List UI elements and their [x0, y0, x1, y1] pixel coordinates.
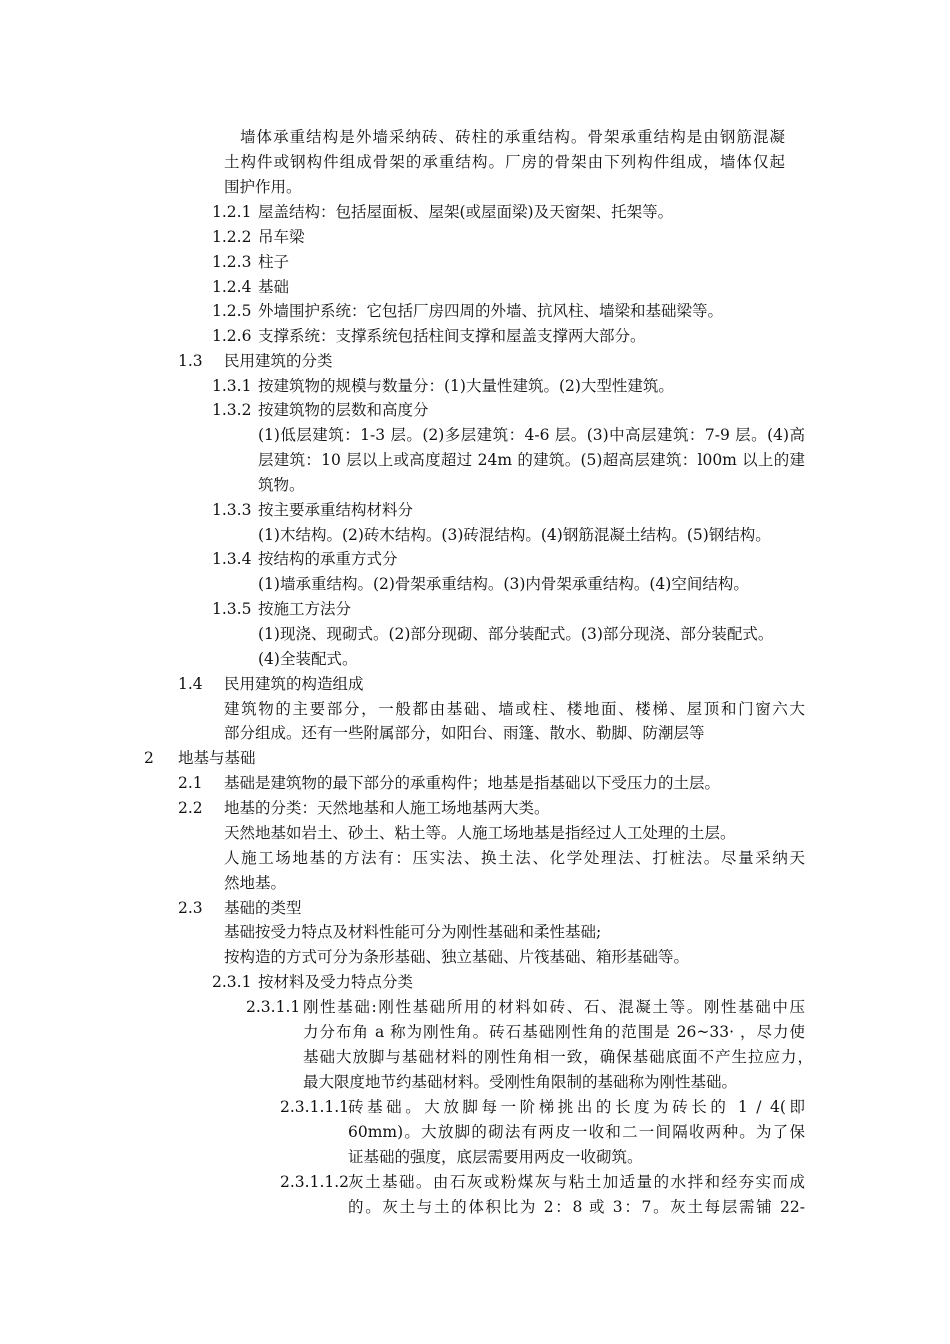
heading-text: 基础的类型 — [224, 899, 302, 917]
paragraph-line: 围护作用。 — [224, 178, 302, 196]
paragraph-line: (1)墙承重结构。(2)骨架承重结构。(3)内骨架承重结构。(4)空间结构。 — [258, 575, 749, 593]
heading-number: 1.2.2 — [212, 228, 252, 246]
heading-text: 按建筑物的层数和高度分 — [258, 401, 429, 419]
paragraph-line: 层建筑：10 层以上或高度超过 24m 的建筑。(5)超高层建筑：l00m 以上的建 — [258, 451, 805, 469]
paragraph-line: 力分布角 a 称为刚性角。砖石基础刚性角的范围是 26~33· ，尽力使 — [303, 1023, 805, 1041]
paragraph-line: 建筑物的主要部分，一般都由基础、墙或柱、楼地面、楼梯、屋顶和门窗六大 — [224, 700, 805, 718]
paragraph-line: 的。灰土与土的体积比为 2：8 或 3：7。灰土每层需铺 22- — [348, 1198, 805, 1216]
heading-number: 2.2 — [178, 799, 203, 817]
heading-text: 柱子 — [258, 253, 290, 271]
paragraph-line: 墙体承重结构是外墙采纳砖、砖柱的承重结构。骨架承重结构是由钢筋混凝 — [240, 128, 785, 146]
paragraph-line: 然地基。 — [224, 874, 287, 892]
heading-text: 按主要承重结构材料分 — [258, 501, 414, 519]
paragraph-line: 灰土基础。由石灰或粉煤灰与粘土加适量的水拌和经夯实而成 — [348, 1173, 805, 1191]
paragraph-line: 砖基础。大放脚每一阶梯挑出的长度为砖长的 1 / 4(即 — [348, 1098, 805, 1116]
heading-text: 屋盖结构：包括屋面板、屋架(或屋面梁)及天窗架、托架等。 — [258, 203, 674, 221]
heading-number: 2.3.1.1.2 — [280, 1173, 350, 1191]
paragraph-line: 证基础的强度，底层需要用两皮一收砌筑。 — [348, 1148, 643, 1166]
heading-number: 2 — [144, 749, 154, 767]
paragraph-line: 筑物。 — [258, 476, 305, 494]
paragraph-line: 基础按受力特点及材料性能可分为刚性基础和柔性基础; — [224, 923, 602, 941]
paragraph-line: (1)低层建筑：1-3 层。(2)多层建筑：4-6 层。(3)中高层建筑：7-9 层。(4)高 — [258, 426, 805, 444]
heading-number: 1.3 — [178, 352, 203, 370]
heading-text: 按材料及受力特点分类 — [258, 973, 414, 991]
paragraph-line: 部分组成。还有一些附属部分，如阳台、雨篷、散水、勒脚、防潮层等 — [224, 724, 705, 742]
paragraph-line: 土构件或钢构件组成骨架的承重结构。厂房的骨架由下列构件组成，墙体仅起 — [224, 153, 785, 171]
heading-text: 地基与基础 — [178, 749, 256, 767]
heading-number: 1.2.1 — [212, 203, 252, 221]
heading-number: 2.3.1 — [212, 973, 252, 991]
heading-number: 2.3 — [178, 899, 203, 917]
heading-number: 1.4 — [178, 675, 203, 693]
heading-number: 1.2.6 — [212, 327, 252, 345]
heading-number: 1.3.3 — [212, 501, 252, 519]
paragraph-line: 按构造的方式可分为条形基础、独立基础、片筏基础、箱形基础等。 — [224, 948, 690, 966]
heading-number: 1.2.5 — [212, 302, 252, 320]
heading-text: 外墙围护系统：它包括厂房四周的外墙、抗风柱、墙梁和基础梁等。 — [258, 302, 724, 320]
heading-text: 民用建筑的分类 — [224, 352, 333, 370]
heading-text: 支撑系统：支撑系统包括柱间支撑和屋盖支撑两大部分。 — [258, 327, 646, 345]
heading-number: 1.3.4 — [212, 550, 252, 568]
heading-text: 按结构的承重方式分 — [258, 550, 398, 568]
heading-text: 基础是建筑物的最下部分的承重构件；地基是指基础以下受压力的土层。 — [224, 774, 721, 792]
paragraph-line: 天然地基如岩土、砂土、粘土等。人施工场地基是指经过人工处理的土层。 — [224, 824, 736, 842]
heading-text: 基础 — [258, 278, 290, 296]
heading-number: 2.3.1.1 — [246, 998, 301, 1016]
paragraph-line: (4)全装配式。 — [258, 650, 358, 668]
paragraph-line: (1)木结构。(2)砖木结构。(3)砖混结构。(4)钢筋混凝土结构。(5)钢结构。 — [258, 526, 771, 544]
heading-text: 按施工方法分 — [258, 600, 352, 618]
heading-text: 吊车梁 — [258, 228, 305, 246]
heading-number: 2.3.1.1.1 — [280, 1098, 350, 1116]
paragraph-line: 60mm)。大放脚的砌法有两皮一收和二一间隔收两种。为了保 — [348, 1123, 805, 1141]
paragraph-line: 人施工场地基的方法有：压实法、换土法、化学处理法、打桩法。尽量采纳天 — [224, 849, 805, 867]
heading-number: 1.2.3 — [212, 253, 252, 271]
heading-number: 1.2.4 — [212, 278, 252, 296]
paragraph-line: 刚性基础:刚性基础所用的材料如砖、石、混凝土等。刚性基础中压 — [303, 998, 805, 1016]
heading-text: 地基的分类：天然地基和人施工场地基两大类。 — [224, 799, 550, 817]
heading-text: 按建筑物的规模与数量分：(1)大量性建筑。(2)大型性建筑。 — [258, 377, 674, 395]
heading-number: 1.3.1 — [212, 377, 252, 395]
heading-number: 2.1 — [178, 774, 203, 792]
heading-number: 1.3.5 — [212, 600, 252, 618]
paragraph-line: (1)现浇、现砌式。(2)部分现砌、部分装配式。(3)部分现浇、部分装配式。 — [258, 625, 774, 643]
paragraph-line: 最大限度地节约基础材料。受刚性角限制的基础称为刚性基础。 — [303, 1073, 738, 1091]
heading-number: 1.3.2 — [212, 401, 252, 419]
paragraph-line: 基础大放脚与基础材料的刚性角相一致，确保基础底面不产生拉应力， — [303, 1048, 813, 1066]
heading-text: 民用建筑的构造组成 — [224, 675, 364, 693]
